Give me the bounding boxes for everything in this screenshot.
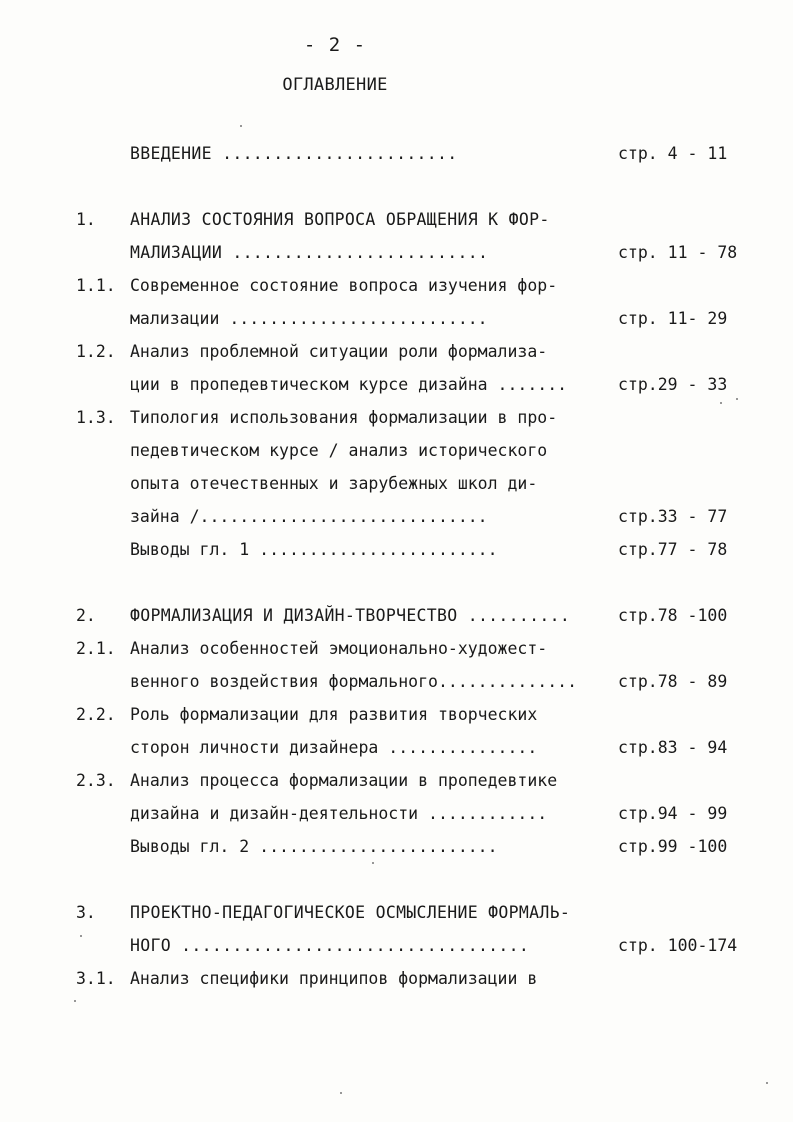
toc-entry-pages: стр.29 - 33 [618,375,728,394]
toc-entry-pages: стр. 11 - 78 [618,243,738,262]
toc-entry-text: Анализ процесса формализации в пропедевтике [130,771,558,790]
scan-speck [720,402,722,404]
toc-entry-pages: стр.99 -100 [618,837,728,856]
toc-entry-text: Анализ проблемной ситуации роли формализа- [130,342,548,361]
toc-entry-conclusions-1 [0,537,793,563]
toc-entry-text: педевтическом курсе / анализ исторического [130,441,548,460]
toc-entry-1-2 [0,339,793,365]
toc-entry-1-3-cont-3 [0,504,793,530]
toc-entry-text: зайна /............................. [130,507,488,526]
toc-entry-1-3-cont-1 [0,438,793,464]
scan-speck [766,1082,768,1084]
toc-entry-chapter-3-cont [0,933,793,959]
toc-entry-2-3-cont [0,801,793,827]
toc-entry-pages: стр.78 -100 [618,606,728,625]
toc-entry-pages: стр.94 - 99 [618,804,728,823]
toc-entry-introduction [0,141,793,167]
toc-entry-number: 1.1. [76,276,116,295]
toc-entry-2-2-cont [0,735,793,761]
toc-entry-text: ПРОЕКТНО-ПЕДАГОГИЧЕСКОЕ ОСМЫСЛЕНИЕ ФОРМАЛЬ- [130,903,571,922]
toc-entry-chapter-1-cont [0,240,793,266]
scan-speck [372,862,374,864]
toc-entry-1-3 [0,405,793,431]
scan-speck [74,1000,76,1002]
toc-entry-text: Роль формализации для развития творческих [130,705,538,724]
toc-title: ОГЛАВЛЕНИЕ [282,75,388,95]
toc-entry-text: Современное состояние вопроса изучения фор- [130,276,558,295]
toc-entry-1-1 [0,273,793,299]
toc-entry-number: 2.3. [76,771,116,790]
toc-entry-conclusions-2 [0,834,793,860]
toc-entry-pages: стр.77 - 78 [618,540,728,559]
toc-entry-pages: стр.33 - 77 [618,507,728,526]
toc-entry-text: Выводы гл. 1 ........................ [130,540,498,559]
page-number: - 2 - [303,34,367,56]
toc-entry-text: опыта отечественных и зарубежных школ ди- [130,474,538,493]
toc-entry-chapter-1 [0,207,793,233]
toc-entry-text: ции в пропедевтическом курсе дизайна ....... [130,375,568,394]
toc-entry-pages: стр. 4 - 11 [618,144,728,163]
toc-entry-pages: стр.83 - 94 [618,738,728,757]
toc-entry-text: НОГО .................................. [130,936,530,955]
toc-entry-text: ФОРМАЛИЗАЦИЯ И ДИЗАЙН-ТВОРЧЕСТВО .......... [130,606,571,625]
toc-entry-text: Анализ специфики принципов формализации в [130,969,538,988]
toc-entry-number: 3.1. [76,969,116,988]
toc-entry-text: дизайна и дизайн-деятельности ............ [130,804,548,823]
toc-entry-text: ВВЕДЕНИЕ ....................... [130,144,458,163]
toc-entry-text: Анализ особенностей эмоционально-художест- [130,639,548,658]
toc-entry-2-2 [0,702,793,728]
toc-entry-number: 1. [76,210,96,229]
toc-entry-pages: стр. 11- 29 [618,309,728,328]
toc-entry-number: 1.3. [76,408,116,427]
toc-entry-number: 2.1. [76,639,116,658]
scan-speck [80,935,82,937]
toc-entry-text: МАЛИЗАЦИИ ......................... [130,243,489,262]
toc-entry-2-1-cont [0,669,793,695]
toc-entry-text: Типология использования формализации в про- [130,408,558,427]
toc-entry-text: сторон личности дизайнера ............... [130,738,538,757]
toc-entry-chapter-2 [0,603,793,629]
toc-entry-2-1 [0,636,793,662]
scan-speck [736,398,738,400]
toc-entry-text: венного воздействия формального.............. [130,672,578,691]
toc-entry-number: 3. [76,903,96,922]
toc-entry-text: мализации .......................... [130,309,488,328]
toc-entry-pages: стр. 100-174 [618,936,738,955]
scan-speck [340,1092,342,1094]
toc-entry-1-2-cont [0,372,793,398]
toc-entry-3-1 [0,966,793,992]
scan-speck [240,125,242,127]
toc-entry-number: 2. [76,606,96,625]
toc-entry-chapter-3 [0,900,793,926]
toc-entry-pages: стр.78 - 89 [618,672,728,691]
toc-entry-text: АНАЛИЗ СОСТОЯНИЯ ВОПРОСА ОБРАЩЕНИЯ К ФОР- [130,210,550,229]
toc-entry-2-3 [0,768,793,794]
toc-entry-number: 1.2. [76,342,116,361]
toc-entry-text: Выводы гл. 2 ........................ [130,837,498,856]
toc-entry-number: 2.2. [76,705,116,724]
toc-entry-1-1-cont [0,306,793,332]
toc-entry-1-3-cont-2 [0,471,793,497]
